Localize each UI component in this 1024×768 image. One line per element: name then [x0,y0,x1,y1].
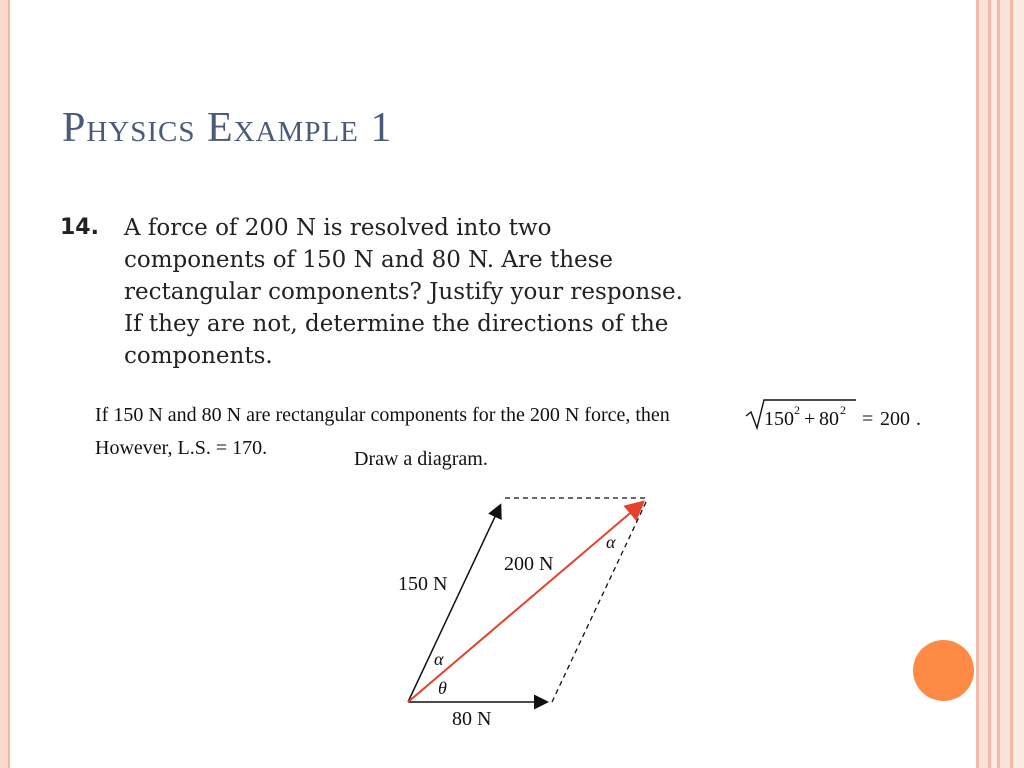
pythagoras-equation [744,396,934,432]
equation-result: 200 [880,408,910,430]
solution-line-2: However, L.S. = 170. [95,437,268,459]
left-border-decoration [0,0,10,768]
vector-150n [408,506,500,702]
radicand-a: 150 [764,408,794,430]
exponent-b: 2 [840,403,846,417]
problem-line: rectangular components? Justify your response. [124,279,683,305]
radicand-b: 80 [819,408,839,430]
dashed-right-edge [552,500,647,702]
problem-line: If they are not, determine the directions of the [124,311,669,337]
label-alpha-bottom: α [434,649,444,669]
decorative-circle [913,640,974,701]
problem-line: components of 150 N and 80 N. Are these [124,247,614,273]
problem-line: components. [124,343,273,369]
label-theta: θ [438,678,447,698]
slide-title: Physics Example 1 [62,105,393,151]
label-200n: 200 N [504,553,554,575]
right-border-decoration [976,0,1024,768]
equation-period: . [916,408,921,430]
label-80n: 80 N [452,708,492,730]
plus-sign: + [804,408,816,430]
label-alpha-top: α [606,532,616,552]
equals-sign: = [862,408,874,430]
force-diagram [380,488,680,738]
problem-line: A force of 200 N is resolved into two [124,215,552,241]
solution-line-1: If 150 N and 80 N are rectangular components for the 200 N force, then [95,404,670,426]
exponent-a: 2 [794,403,800,417]
label-150n: 150 N [398,573,448,595]
problem-number: 14. [60,215,99,240]
draw-instruction: Draw a diagram. [354,448,488,470]
